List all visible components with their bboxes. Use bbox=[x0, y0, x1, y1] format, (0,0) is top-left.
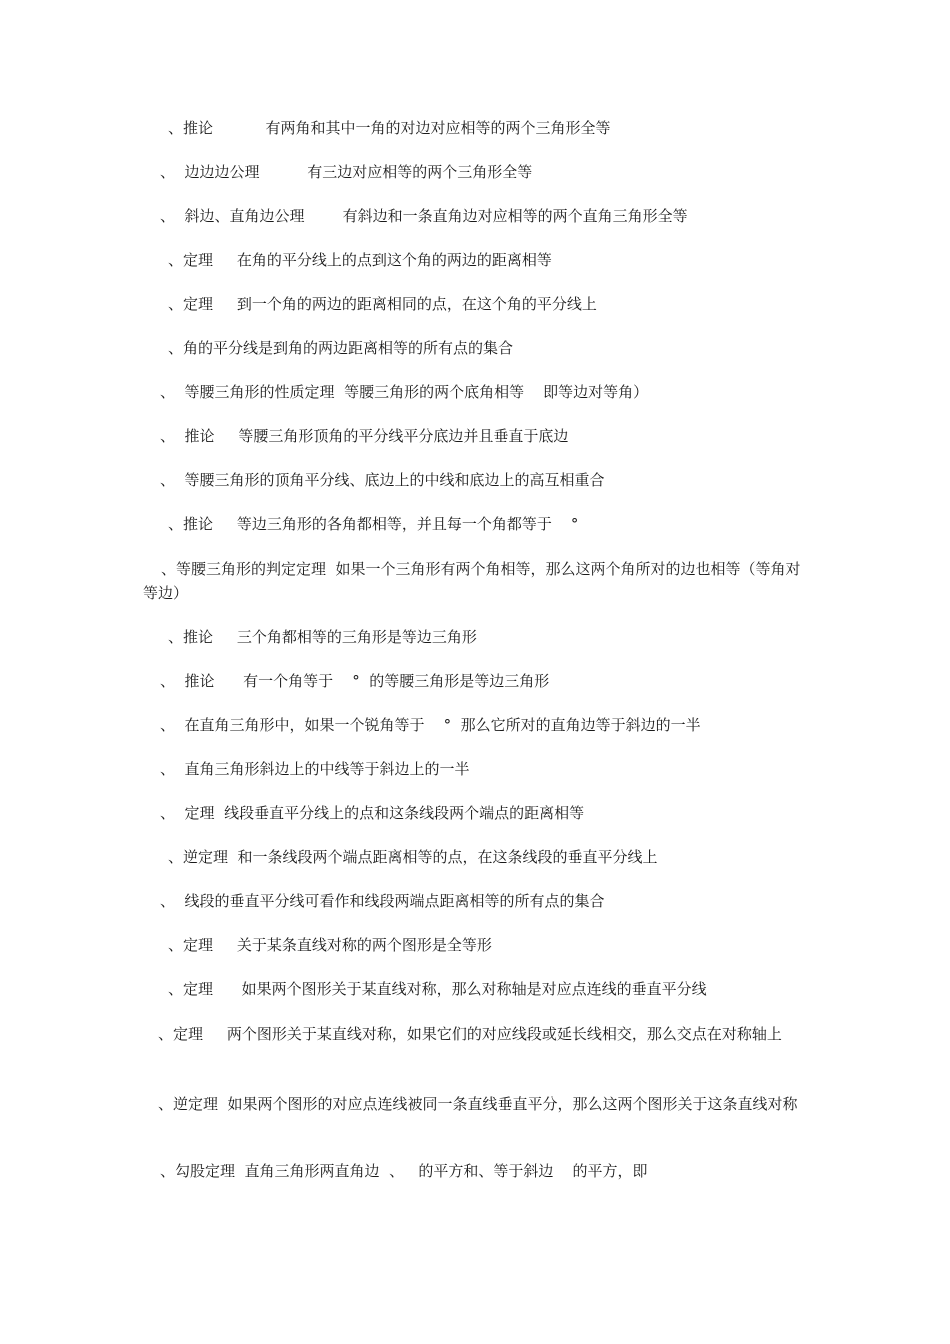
theorem-paragraph: 、定理 两个图形关于某直线对称，如果它们的对应线段或延长线相交，那么交点在对称轴上 bbox=[158, 1025, 782, 1043]
theorem-line: 、推论 三个角都相等的三角形是等边三角形 bbox=[168, 628, 477, 646]
theorem-line: 、定理 如果两个图形关于某直线对称，那么对称轴是对应点连线的垂直平分线 bbox=[168, 980, 707, 998]
theorem-line: 、定理 到一个角的两边的距离相同的点，在这个角的平分线上 bbox=[168, 295, 597, 313]
theorem-line: 、 直角三角形斜边上的中线等于斜边上的一半 bbox=[160, 760, 470, 778]
theorem-line: 、 等腰三角形的性质定理 等腰三角形的两个底角相等 即等边对等角） bbox=[160, 383, 649, 401]
theorem-line: 、定理 在角的平分线上的点到这个角的两边的距离相等 bbox=[168, 251, 552, 269]
theorem-line: 、 斜边、直角边公理 有斜边和一条直角边对应相等的两个直角三角形全等 bbox=[160, 207, 688, 225]
theorem-line: 、推论 有两角和其中一角的对边对应相等的两个三角形全等 bbox=[168, 119, 611, 137]
theorem-line: 、 线段的垂直平分线可看作和线段两端点距离相等的所有点的集合 bbox=[160, 892, 605, 910]
theorem-line: 、 推论 等腰三角形顶角的平分线平分底边并且垂直于底边 bbox=[160, 427, 569, 445]
theorem-line: 、逆定理 和一条线段两个端点距离相等的点，在这条线段的垂直平分线上 bbox=[168, 848, 658, 866]
theorem-paragraph: 、逆定理 如果两个图形的对应点连线被同一条直线垂直平分，那么这两个图形关于这条直线对称 bbox=[158, 1095, 798, 1113]
theorem-line: 、勾股定理 直角三角形两直角边 、 的平方和、等于斜边 的平方，即 bbox=[160, 1162, 648, 1180]
theorem-line: 、 边边边公理 有三边对应相等的两个三角形全等 bbox=[160, 163, 533, 181]
theorem-line: 、角的平分线是到角的两边距离相等的所有点的集合 bbox=[168, 339, 514, 357]
theorem-paragraph: 、等腰三角形的判定定理 如果一个三角形有两个角相等，那么这两个角所对的边也相等（等角对等边） bbox=[143, 560, 801, 602]
theorem-line: 、 推论 有一个角等于 ° 的等腰三角形是等边三角形 bbox=[160, 672, 550, 690]
theorem-line: 、推论 等边三角形的各角都相等，并且每一个角都等于 ° bbox=[168, 515, 579, 533]
theorem-line: 、 在直角三角形中，如果一个锐角等于 ° 那么它所对的直角边等于斜边的一半 bbox=[160, 716, 701, 734]
theorem-line: 、 定理 线段垂直平分线上的点和这条线段两个端点的距离相等 bbox=[160, 804, 585, 822]
theorem-line: 、 等腰三角形的顶角平分线、底边上的中线和底边上的高互相重合 bbox=[160, 471, 605, 489]
theorem-line: 、定理 关于某条直线对称的两个图形是全等形 bbox=[168, 936, 492, 954]
